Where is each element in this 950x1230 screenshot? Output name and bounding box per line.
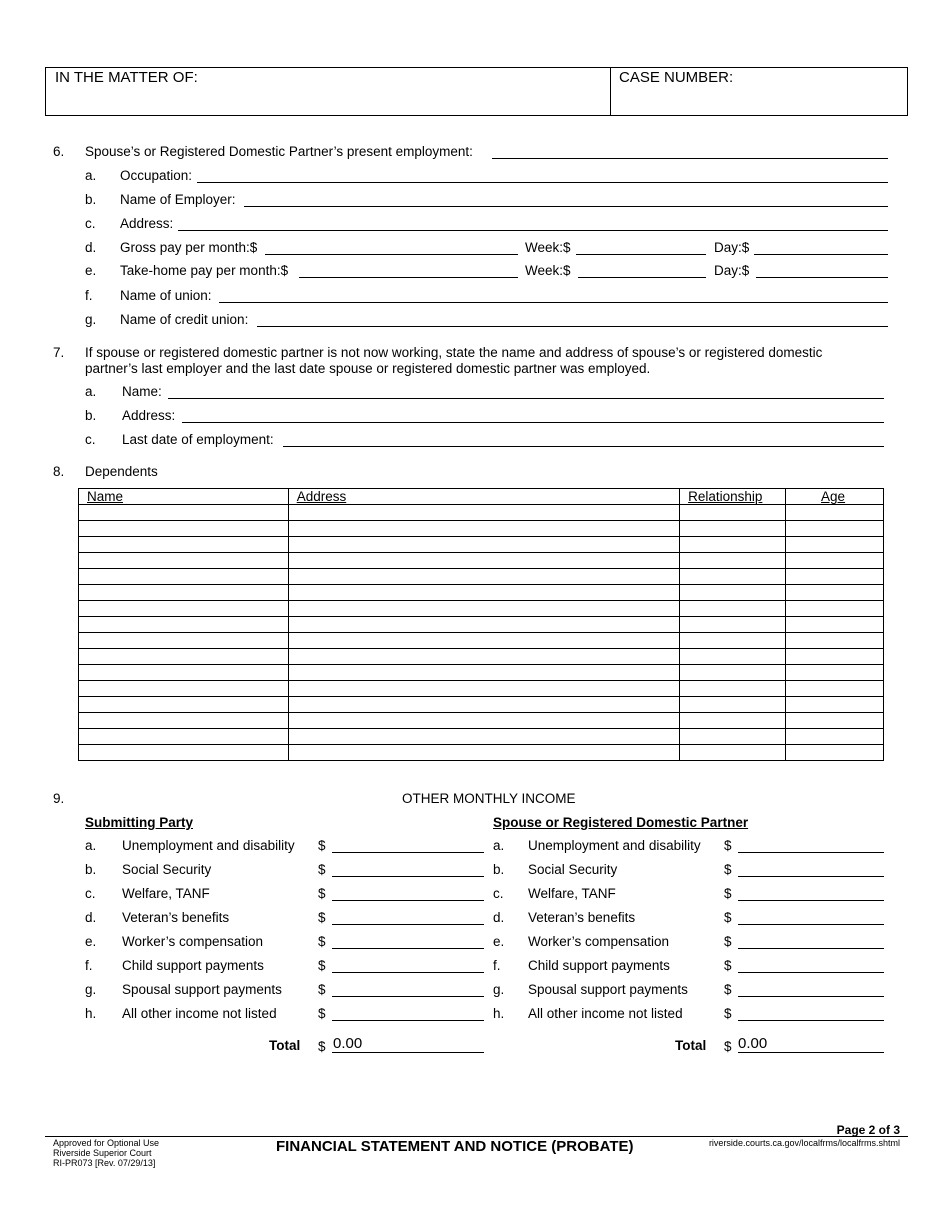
dependent-cell[interactable] xyxy=(680,617,786,633)
left-income-label: Worker’s compensation xyxy=(122,934,264,949)
case-number-label: CASE NUMBER: xyxy=(619,69,734,86)
right-income-label: Worker’s compensation xyxy=(528,934,670,949)
table-row xyxy=(79,681,884,697)
right-income-label: Child support payments xyxy=(528,958,670,973)
dependent-cell[interactable] xyxy=(786,537,884,553)
dependent-cell[interactable] xyxy=(288,521,679,537)
right-income-label: Social Security xyxy=(528,862,618,877)
left-income-input[interactable] xyxy=(332,1020,484,1021)
dependent-cell[interactable] xyxy=(680,553,786,569)
s7-item-letter: a. xyxy=(85,384,97,399)
s6-credit-union-input[interactable] xyxy=(257,326,888,327)
dependent-cell[interactable] xyxy=(288,665,679,681)
right-income-letter: c. xyxy=(493,886,504,901)
dependent-cell[interactable] xyxy=(79,505,289,521)
s6-gross-pay-month-input[interactable] xyxy=(265,254,518,255)
dependent-cell[interactable] xyxy=(79,521,289,537)
dependent-cell[interactable] xyxy=(288,601,679,617)
dependent-cell[interactable] xyxy=(288,569,679,585)
s6-item-letter: b. xyxy=(85,192,97,207)
dependent-cell[interactable] xyxy=(786,681,884,697)
left-income-label: Welfare, TANF xyxy=(122,886,210,901)
dependent-cell[interactable] xyxy=(79,617,289,633)
dollar-sign: $ xyxy=(318,958,326,973)
left-income-input[interactable] xyxy=(332,996,484,997)
dependent-cell[interactable] xyxy=(786,697,884,713)
s6-occupation-input[interactable] xyxy=(197,182,888,183)
dependent-cell[interactable] xyxy=(288,745,679,761)
dollar-sign: $ xyxy=(318,982,326,997)
dollar-sign: $ xyxy=(724,862,732,877)
dependents-header-cell xyxy=(680,489,786,505)
left-income-label: Child support payments xyxy=(122,958,264,973)
s8-number: 8. xyxy=(53,464,65,479)
s6-union-input[interactable] xyxy=(219,302,888,303)
right-income-input[interactable] xyxy=(738,900,884,901)
table-row xyxy=(79,665,884,681)
dependent-cell[interactable] xyxy=(288,505,679,521)
s7-item-label: Last date of employment: xyxy=(122,432,274,447)
dependent-cell[interactable] xyxy=(79,633,289,649)
s6-item-label: Name of credit union: xyxy=(120,312,249,327)
s6-item-letter: e. xyxy=(85,263,97,278)
right-total-line[interactable] xyxy=(738,1052,884,1053)
table-row xyxy=(79,601,884,617)
s7-item-label: Address: xyxy=(122,408,176,423)
right-income-label: All other income not listed xyxy=(528,1006,683,1021)
dollar-sign: $ xyxy=(318,1006,326,1021)
dependent-cell[interactable] xyxy=(288,537,679,553)
dependent-cell[interactable] xyxy=(680,505,786,521)
dollar-sign: $ xyxy=(724,958,732,973)
week-label: Week:$ xyxy=(525,263,571,278)
s6-gross-pay-day-input[interactable] xyxy=(754,254,888,255)
left-total-line[interactable] xyxy=(332,1052,484,1053)
left-income-input[interactable] xyxy=(332,924,484,925)
right-total-value: 0.00 xyxy=(738,1035,768,1052)
dependent-cell[interactable] xyxy=(786,649,884,665)
dependents-table xyxy=(78,488,884,761)
s6-item-label: Name of union: xyxy=(120,288,212,303)
s6-title: Spouse’s or Registered Domestic Partner’s present employment: xyxy=(85,144,473,159)
footer-url: riverside.courts.ca.gov/localfrms/localfrms.shtml xyxy=(708,1138,900,1148)
left-income-input[interactable] xyxy=(332,972,484,973)
table-row xyxy=(79,553,884,569)
dependent-cell[interactable] xyxy=(288,553,679,569)
case-header xyxy=(45,67,908,116)
dollar-sign: $ xyxy=(724,838,732,853)
dollar-sign: $ xyxy=(724,1039,732,1054)
dependent-cell[interactable] xyxy=(786,569,884,585)
s7-text-line1: If spouse or registered domestic partner is not now working, state the name and address of spouse’s or registered domestic xyxy=(85,345,823,360)
dependent-cell[interactable] xyxy=(786,521,884,537)
right-income-letter: b. xyxy=(493,862,505,877)
dollar-sign: $ xyxy=(318,886,326,901)
s7-item-letter: c. xyxy=(85,432,96,447)
right-income-input[interactable] xyxy=(738,876,884,877)
table-row xyxy=(79,505,884,521)
week-label: Week:$ xyxy=(525,240,571,255)
left-income-letter: c. xyxy=(85,886,96,901)
left-income-label: Spousal support payments xyxy=(122,982,282,997)
dependent-cell[interactable] xyxy=(79,569,289,585)
left-income-letter: h. xyxy=(85,1006,97,1021)
left-income-letter: d. xyxy=(85,910,97,925)
dependents-col-address: Address xyxy=(296,489,347,504)
dependent-cell[interactable] xyxy=(786,745,884,761)
left-income-label: Social Security xyxy=(122,862,212,877)
s6-employment-input[interactable] xyxy=(492,158,888,159)
dependent-cell[interactable] xyxy=(680,601,786,617)
s6-item-label: Name of Employer: xyxy=(120,192,236,207)
s6-item-label: Address: xyxy=(120,216,174,231)
s6-item-label: Take-home pay per month:$ xyxy=(120,263,289,278)
dollar-sign: $ xyxy=(318,862,326,877)
dependents-header-cell xyxy=(288,489,679,505)
dollar-sign: $ xyxy=(318,910,326,925)
s7-item-label: Name: xyxy=(122,384,162,399)
dependent-cell[interactable] xyxy=(288,617,679,633)
dollar-sign: $ xyxy=(318,838,326,853)
dependents-col-age: Age xyxy=(821,489,846,504)
dependent-cell[interactable] xyxy=(288,633,679,649)
dependent-cell[interactable] xyxy=(288,649,679,665)
right-income-letter: f. xyxy=(493,958,501,973)
s7-text-line2: partner’s last employer and the last date spouse or registered domestic partner was employed. xyxy=(85,361,651,376)
left-total-label: Total xyxy=(269,1038,301,1053)
s7-name-input[interactable] xyxy=(168,398,884,399)
dependent-cell[interactable] xyxy=(79,729,289,745)
s7-last-date-input[interactable] xyxy=(283,446,884,447)
dependent-cell[interactable] xyxy=(680,713,786,729)
table-row xyxy=(79,697,884,713)
dependent-cell[interactable] xyxy=(288,713,679,729)
dollar-sign: $ xyxy=(724,982,732,997)
s6-item-letter: c. xyxy=(85,216,96,231)
dependent-cell[interactable] xyxy=(288,585,679,601)
dollar-sign: $ xyxy=(318,934,326,949)
dependent-cell[interactable] xyxy=(79,649,289,665)
dependent-cell[interactable] xyxy=(786,665,884,681)
left-income-input[interactable] xyxy=(332,852,484,853)
left-income-input[interactable] xyxy=(332,948,484,949)
right-income-input[interactable] xyxy=(738,972,884,973)
dependent-cell[interactable] xyxy=(79,745,289,761)
dependents-col-name: Name xyxy=(87,489,124,504)
right-total-label: Total xyxy=(675,1038,707,1053)
footer-court: Riverside Superior Court xyxy=(53,1148,152,1158)
s6-number: 6. xyxy=(53,144,65,159)
day-label: Day:$ xyxy=(714,263,750,278)
right-income-label: Spousal support payments xyxy=(528,982,688,997)
dependent-cell[interactable] xyxy=(288,681,679,697)
dependent-cell[interactable] xyxy=(680,681,786,697)
dependent-cell[interactable] xyxy=(288,729,679,745)
s9-right-heading: Spouse or Registered Domestic Partner xyxy=(493,815,749,830)
s6-take-home-pay-week-input[interactable] xyxy=(578,277,706,278)
s6-take-home-pay-month-input[interactable] xyxy=(299,277,518,278)
footer-title: FINANCIAL STATEMENT AND NOTICE (PROBATE) xyxy=(276,1138,634,1155)
dependent-cell[interactable] xyxy=(680,729,786,745)
right-income-input[interactable] xyxy=(738,924,884,925)
dependent-cell[interactable] xyxy=(680,569,786,585)
dependent-cell[interactable] xyxy=(79,537,289,553)
right-income-input[interactable] xyxy=(738,996,884,997)
dependent-cell[interactable] xyxy=(79,553,289,569)
right-income-letter: d. xyxy=(493,910,505,925)
dependent-cell[interactable] xyxy=(786,585,884,601)
dependents-header-cell xyxy=(786,489,884,505)
footer-left xyxy=(53,1138,159,1168)
dollar-sign: $ xyxy=(724,886,732,901)
right-income-letter: h. xyxy=(493,1006,505,1021)
dependent-cell[interactable] xyxy=(79,713,289,729)
s6-gross-pay-week-input[interactable] xyxy=(576,254,706,255)
table-row xyxy=(79,729,884,745)
left-income-label: Unemployment and disability xyxy=(122,838,295,853)
dependent-cell[interactable] xyxy=(680,745,786,761)
dependents-col-relationship: Relationship xyxy=(688,489,763,504)
left-income-label: Veteran’s benefits xyxy=(122,910,230,925)
s6-item-letter: g. xyxy=(85,312,97,327)
matter-field[interactable] xyxy=(46,68,611,115)
s6-item-letter: a. xyxy=(85,168,97,183)
dependent-cell[interactable] xyxy=(786,553,884,569)
footer-divider xyxy=(45,1136,908,1137)
s7-item-letter: b. xyxy=(85,408,97,423)
left-income-input[interactable] xyxy=(332,900,484,901)
left-income-letter: b. xyxy=(85,862,97,877)
table-row xyxy=(79,569,884,585)
dependent-cell[interactable] xyxy=(786,505,884,521)
dollar-sign: $ xyxy=(724,934,732,949)
right-income-input[interactable] xyxy=(738,1020,884,1021)
right-income-letter: g. xyxy=(493,982,505,997)
s7-number: 7. xyxy=(53,345,65,360)
left-income-letter: a. xyxy=(85,838,97,853)
dependent-cell[interactable] xyxy=(680,649,786,665)
day-label: Day:$ xyxy=(714,240,750,255)
s6-item-label: Gross pay per month:$ xyxy=(120,240,258,255)
right-income-letter: e. xyxy=(493,934,505,949)
dependent-cell[interactable] xyxy=(680,697,786,713)
table-row xyxy=(79,745,884,761)
dependents-header-cell xyxy=(79,489,289,505)
dependent-cell[interactable] xyxy=(79,601,289,617)
s6-employer-input[interactable] xyxy=(244,206,888,207)
footer-form-id: RI-PR073 [Rev. 07/29/13] xyxy=(53,1158,156,1168)
dependent-cell[interactable] xyxy=(786,729,884,745)
s6-item-label: Occupation: xyxy=(120,168,193,183)
right-income-label: Veteran’s benefits xyxy=(528,910,636,925)
dependent-cell[interactable] xyxy=(79,697,289,713)
s9-title: OTHER MONTHLY INCOME xyxy=(402,791,576,806)
left-income-letter: g. xyxy=(85,982,97,997)
dependent-cell[interactable] xyxy=(680,537,786,553)
dependent-cell[interactable] xyxy=(680,585,786,601)
left-income-letter: e. xyxy=(85,934,97,949)
page-number: Page 2 of 3 xyxy=(836,1123,900,1137)
matter-label: IN THE MATTER OF: xyxy=(55,69,198,86)
table-row xyxy=(79,649,884,665)
footer-approved: Approved for Optional Use xyxy=(53,1138,160,1148)
s6-item-letter: f. xyxy=(85,288,93,303)
dependent-cell[interactable] xyxy=(288,697,679,713)
left-income-label: All other income not listed xyxy=(122,1006,277,1021)
left-income-letter: f. xyxy=(85,958,93,973)
table-row xyxy=(79,537,884,553)
case-number-field[interactable] xyxy=(611,68,907,117)
s6-address-input[interactable] xyxy=(178,230,888,231)
dependent-cell[interactable] xyxy=(680,633,786,649)
table-row xyxy=(79,521,884,537)
dependent-cell[interactable] xyxy=(79,681,289,697)
s6-take-home-pay-day-input[interactable] xyxy=(756,277,888,278)
table-row xyxy=(79,633,884,649)
right-income-label: Welfare, TANF xyxy=(528,886,616,901)
s6-item-letter: d. xyxy=(85,240,97,255)
dependent-cell[interactable] xyxy=(79,585,289,601)
table-row xyxy=(79,713,884,729)
s9-left-heading: Submitting Party xyxy=(85,815,194,830)
left-total-value: 0.00 xyxy=(333,1035,363,1052)
dependent-cell[interactable] xyxy=(680,665,786,681)
dollar-sign: $ xyxy=(724,1006,732,1021)
dollar-sign: $ xyxy=(724,910,732,925)
dependent-cell[interactable] xyxy=(786,617,884,633)
left-income-input[interactable] xyxy=(332,876,484,877)
dependent-cell[interactable] xyxy=(79,665,289,681)
s7-address-input[interactable] xyxy=(182,422,884,423)
dependent-cell[interactable] xyxy=(786,713,884,729)
right-income-letter: a. xyxy=(493,838,505,853)
right-income-input[interactable] xyxy=(738,852,884,853)
right-income-input[interactable] xyxy=(738,948,884,949)
right-income-label: Unemployment and disability xyxy=(528,838,701,853)
dollar-sign: $ xyxy=(318,1039,326,1054)
s8-title: Dependents xyxy=(85,464,158,479)
dependent-cell[interactable] xyxy=(786,601,884,617)
table-row xyxy=(79,585,884,601)
dependent-cell[interactable] xyxy=(786,633,884,649)
dependent-cell[interactable] xyxy=(680,521,786,537)
s9-number: 9. xyxy=(53,791,65,806)
table-row xyxy=(79,617,884,633)
